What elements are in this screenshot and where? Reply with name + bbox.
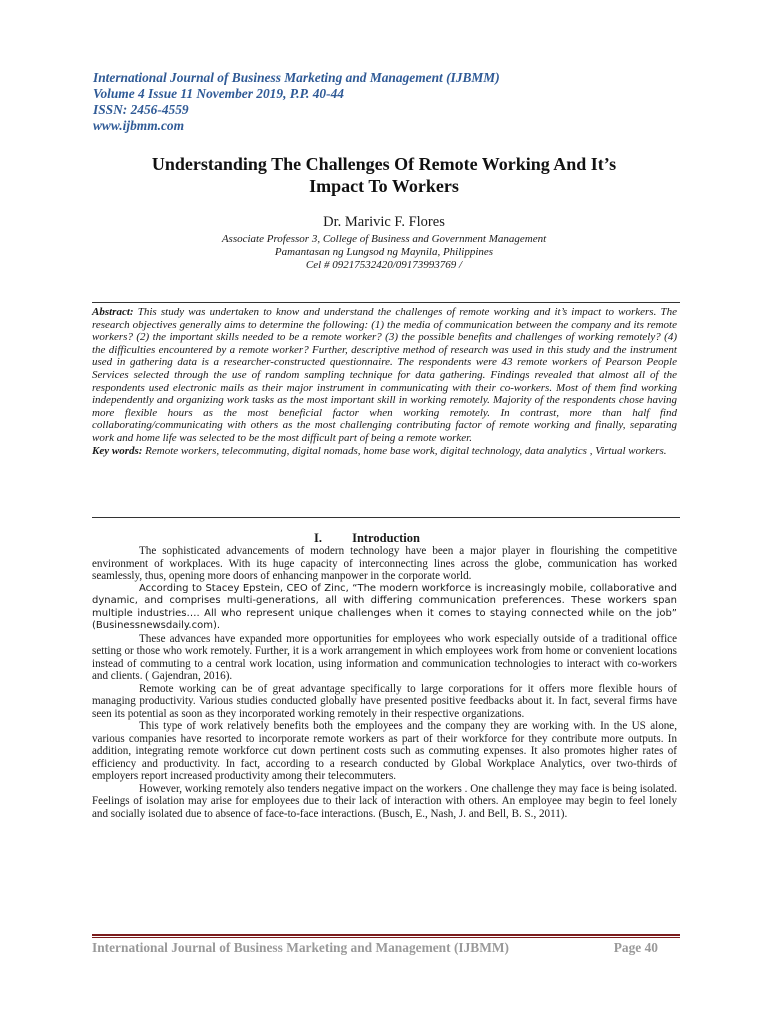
journal-issn: ISSN: 2456-4559 bbox=[93, 102, 189, 117]
abstract-text: This study was undertaken to know and understand the challenges of remote working and it’s impact to workers. The research objectives generally aims to determine the following: (1) the media of communication between the company and its remote workers? (2) the important skills needed to be a remote worker? (3) the possible benefits and challenges of working remotely? (4) the difficulties encountered by a remote worker? Further, descriptive method of research was used in this study and the instrument used in gathering data is a researcher-constructed questionnaire. The respondents were 43 remote workers of Pearson People Services selected through the use of random sampling technique for data gathering. Findings revealed that almost all of the respondents used electronic mails as their major instrument in communicating with their co-workers. Most of them find working independently and organizing work tasks as the most important skill in working remotely. Majority of the respondents chose having more flexible hours as the most beneficial factor when working remotely. In contrast, more than half find collaborating/communicating with others as the most challenging contributing factor of remote working and finally, separating work and home life was selected to be the most difficult part of being a remote worker. bbox=[92, 306, 678, 444]
author-affiliation bbox=[90, 233, 678, 272]
abstract-block bbox=[92, 306, 677, 457]
title-line-1: Understanding The Challenges Of Remote Working And It’s bbox=[151, 154, 617, 174]
title-line-2: Impact To Workers bbox=[309, 176, 459, 196]
keywords-text: Remote workers, telecommuting, digital nomads, home base work, digital technology, data analytics , Virtual workers. bbox=[145, 444, 667, 457]
paragraph-6: However, working remotely also tenders negative impact on the workers . One challenge they may face is being isolated. Feelings of isolation may arise for employees due to their lack of interaction with others. An employee may begin to feel lonely and socially isolated due to absence of face-to-face interactions. (Busch, E., Nash, J. and Bell, B. S., 2011). bbox=[92, 782, 677, 820]
section-number: I. bbox=[314, 531, 322, 545]
journal-header bbox=[93, 70, 693, 134]
abstract-text-block bbox=[92, 306, 677, 445]
abstract-top-rule bbox=[92, 302, 680, 303]
section-heading bbox=[92, 531, 680, 546]
paragraph-4: Remote working can be of great advantage specifically to large corporations for it offers more flexible hours of managing productivity. Various studies conducted globally have presented positive feedbacks about it. In fact, several firms have seen its potential as soon as they incorporated working remotely in their respective organizations. bbox=[92, 682, 677, 720]
section-title: Introduction bbox=[352, 531, 420, 545]
abstract-bottom-rule bbox=[92, 517, 680, 518]
keywords-label: Key words: bbox=[92, 444, 143, 457]
abstract-label: Abstract: bbox=[92, 306, 134, 318]
page-footer bbox=[92, 940, 658, 956]
paragraph-5: This type of work relatively benefits both the employees and the company they are working with. In the US alone, various companies have resorted to incorporate remote workers as part of their workforce for they contribute more outputs. In addition, integrating remote workforce cut down pertinent costs such as commuting expenses. It also promotes higher rates of efficiency and productivity. In fact, according to a research conducted by Global Workplace Analytics, over two-thirds of employers report increased productivity among their telecommuters. bbox=[92, 720, 677, 782]
footer-rule-thin bbox=[92, 937, 680, 938]
journal-name: International Journal of Business Marketing and Management (IJBMM) bbox=[93, 70, 500, 85]
author-name: Dr. Marivic F. Flores bbox=[323, 214, 445, 230]
body-text bbox=[92, 545, 677, 820]
footer-journal: International Journal of Business Marketing and Management (IJBMM) bbox=[92, 940, 509, 955]
paper-title bbox=[90, 153, 678, 197]
affiliation-line-2: Pamantasan ng Lungsod ng Maynila, Philippines bbox=[274, 246, 494, 258]
journal-volume: Volume 4 Issue 11 November 2019, P.P. 40-44 bbox=[93, 86, 344, 101]
affiliation-line-1: Associate Professor 3, College of Business and Government Management bbox=[221, 233, 547, 245]
paragraph-1: The sophisticated advancements of modern technology have been a major player in flourishing the competitive environment of workplaces. With its huge capacity of interconnecting lines across the globe, communication has worked seamlessly, thus, opening more doors of enhancing manpower in the corporate world. bbox=[92, 545, 677, 582]
journal-website[interactable]: www.ijbmm.com bbox=[93, 118, 185, 133]
paragraph-3: These advances have expanded more opportunities for employees who work especially outside of a traditional office setting or those who work remotely. Further, it is a work arrangement in which employees work from home or convenient locations instead of commuting to a central work location, using information and communication technologies to interact with co-workers and clients. ( Gajendran, 2016). bbox=[92, 632, 677, 682]
footer-rule-thick bbox=[92, 934, 680, 936]
keywords-block bbox=[92, 445, 677, 458]
page-number: Page 40 bbox=[613, 940, 658, 955]
paragraph-2-quote: According to Stacey Epstein, CEO of Zinc, “The modern workforce is increasingly mobile, collaborative and dynamic, and comprises multi-generations, all with differing communication preferences. These workers span multiple industries…. All who represent unique challenges when it comes to staying connected while on the job” (Businessnewsdaily.com). bbox=[92, 582, 677, 631]
author-contact: Cel # 09217532420/09173993769 / bbox=[305, 259, 463, 271]
